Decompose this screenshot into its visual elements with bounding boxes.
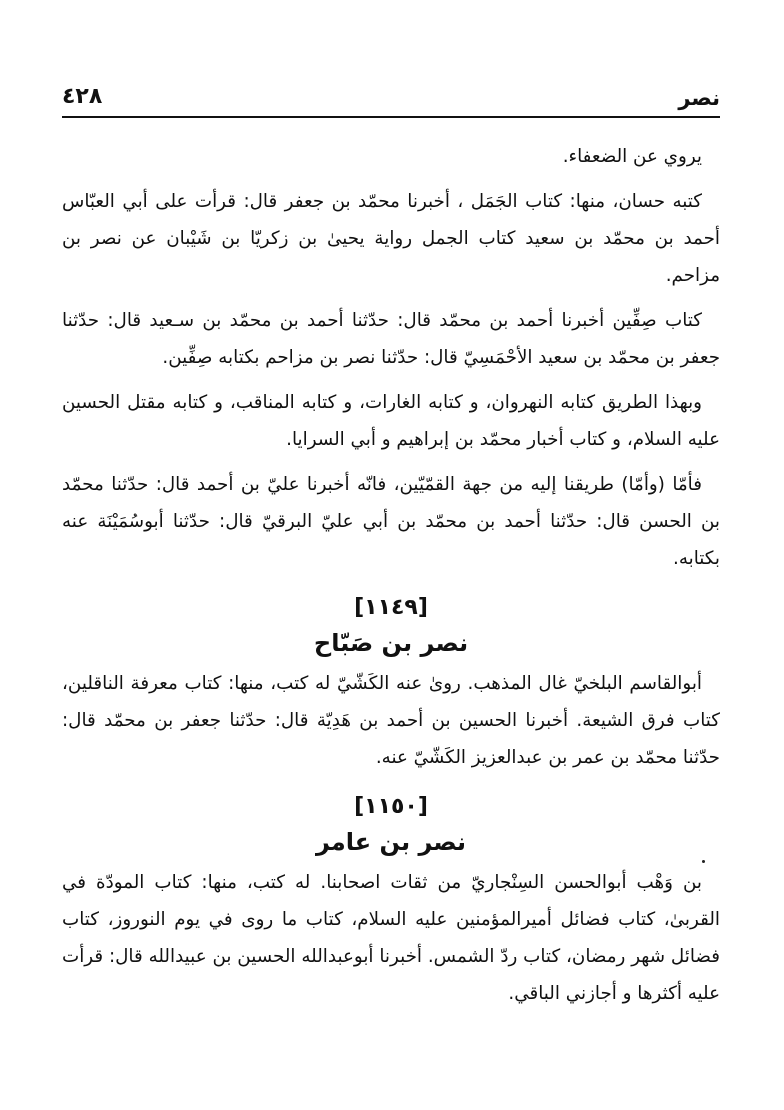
entry-title: نصر بن صَبّاح: [313, 629, 469, 657]
entry-text: أبوالقاسم البلخيّ غال المذهب. روىٰ عنه الكَشّيّ له كتب، منها: كتاب معرفة الناقلين، كتاب فرق الشيعة. أخبرنا الحسين بن أحمد بن هَدِيّة قال: حدّثنا جعفر بن محمّد قال: حدّثنا محمّد بن عمر بن عبدالعزيز الكَشّيّ عنه.: [62, 673, 720, 768]
paragraph: كتاب صِفِّين أخبرنا أحمد بن محمّد قال: حدّثنا أحمد بن محمّد بن سـعيد قال: حدّثنا جعفر بن محمّد بن سعيد الأحْمَسِيّ قال: حدّثنا نصر بن مزاحم بكتابه صِفِّين.: [62, 310, 720, 368]
page-body: [62, 138, 720, 1012]
page-header: [62, 82, 720, 118]
page-number: ٤٢٨: [62, 84, 103, 109]
entry-number: [١١٥٠]: [354, 794, 428, 819]
paragraph: وبهذا الطريق كتابه النهروان، و كتابه الغارات، و كتابه المناقب، و كتابه مقتل الحسين عليه السلام، و كتاب أخبار محمّد بن إبراهيم و أبي السرايا.: [62, 392, 720, 450]
paragraph: يروي عن الضعفاء.: [562, 146, 702, 167]
entry-number: [١١٤٩]: [354, 595, 428, 620]
entry-text: بن وَهْب أبوالحسن السِنْجاريّ من ثقات اصحابنا. له كتب، منها: كتاب المودّة في القربىٰ، كتاب فضائل أميرالمؤمنين عليه السلام، كتاب ما روى في يوم النوروز، كتاب فضائل شهر رمضان، كتاب ردّ الشمس. أخبرنا أبوعبدالله الحسين بن عبيدالله قال: قرأت عليه أكثرها و أجازني الباقي.: [62, 872, 720, 1004]
paragraph: فأمّا (وأمّا) طريقنا إليه من جهة القمّيّين، فانّه أخبرنا عليّ بن أحمد قال: حدّثنا محمّد بن الحسن قال: حدّثنا أحمد بن محمّد بن أبي عليّ البرقيّ قال: حدّثنا أبوسُمَيْنَة عنه بكتابه.: [62, 474, 720, 569]
entry-title: نصر بن عامر: [315, 828, 467, 856]
running-head: نصر: [678, 86, 720, 110]
paragraph: كتبه حسان، منها: كتاب الجَمَل ، أخبرنا محمّد بن جعفر قال: قرأت على أبي العبّاس أحمد بن محمّد بن سعيد كتاب الجمل رواية يحيىٰ بن زكريّا بن شَيْبان عن نصر بن مزاحم.: [62, 191, 720, 286]
book-page: [62, 82, 720, 1020]
margin-speck: [702, 860, 705, 863]
